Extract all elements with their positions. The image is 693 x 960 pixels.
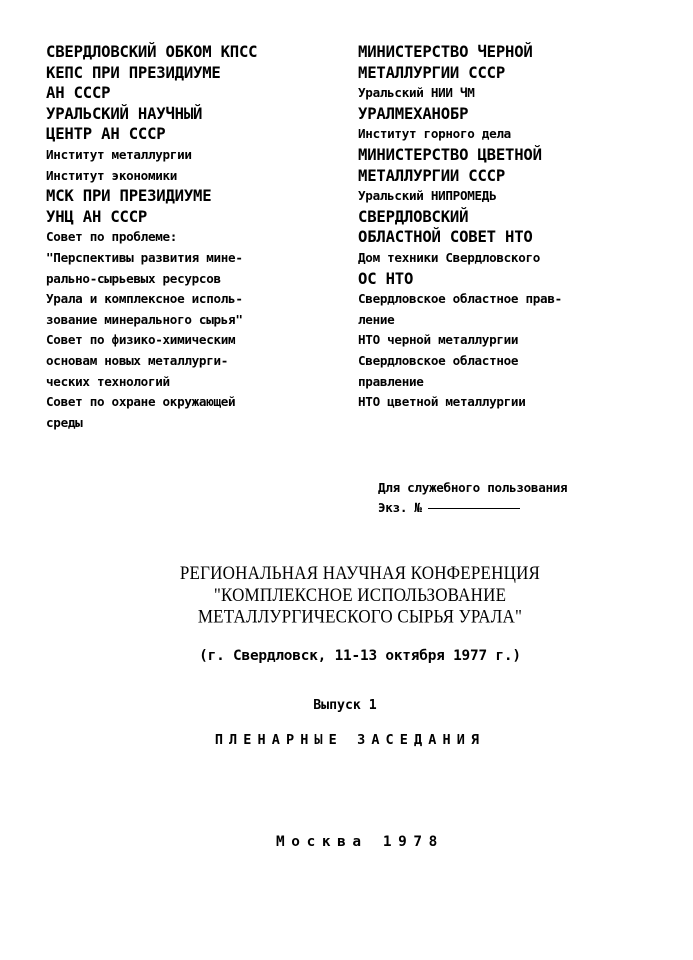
organizer-line: Институт металлургии <box>46 146 192 162</box>
copy-number-row <box>378 498 567 518</box>
organizer-line: Свердловское областное <box>358 352 519 368</box>
organizer-line: среды <box>46 414 83 430</box>
organizer-line: МЕТАЛЛУРГИИ СССР <box>358 166 506 185</box>
organizer-line: "Перспективы развития мине- <box>46 249 243 265</box>
conference-title <box>100 562 620 628</box>
organizer-line: Совет по проблеме: <box>46 229 178 245</box>
organizer-line: Совет по охране окружающей <box>46 394 236 410</box>
conference-title-line: МЕТАЛЛУРГИЧЕСКОГО СЫРЬЯ УРАЛА" <box>197 605 523 627</box>
organizer-line: Дом техники Свердловского <box>358 249 541 265</box>
issue-number: Выпуск 1 <box>313 698 377 713</box>
imprint-place-year: Москва 1978 <box>276 834 444 850</box>
organizer-line: НТО черной металлургии <box>358 332 519 348</box>
conference-place-date: (г. Свердловск, 11-13 октября 1977 г.) <box>199 648 521 664</box>
organizer-line: Урала и комплексное исполь- <box>46 291 243 307</box>
organizer-line: МЕТАЛЛУРГИИ СССР <box>358 63 506 82</box>
organizer-line: рально-сырьевых ресурсов <box>46 270 221 286</box>
organizers-right-column <box>358 42 668 413</box>
organizer-line: МСК ПРИ ПРЕЗИДИУМЕ <box>46 187 212 206</box>
organizer-line: ческих технологий <box>46 373 170 389</box>
restriction-label: Для служебного пользования <box>378 480 568 495</box>
organizer-line: Уральский НИИ ЧМ <box>358 85 475 101</box>
organizer-line: МИНИСТЕРСТВО ЧЕРНОЙ <box>358 43 533 61</box>
restriction-stamp <box>378 478 567 518</box>
organizer-line: СВЕРДЛОВСКИЙ ОБКОМ КПСС <box>46 43 258 61</box>
copy-number-label: Экз. № <box>378 500 422 515</box>
organizer-line: ление <box>358 311 395 327</box>
organizer-line: УНЦ АН СССР <box>46 207 148 226</box>
organizer-line: правление <box>358 373 424 389</box>
organizer-line: ЦЕНТР АН СССР <box>46 125 166 144</box>
organizer-line: Уральский НИПРОМЕДЬ <box>358 188 497 204</box>
organizer-line: Институт горного дела <box>358 126 511 142</box>
conference-title-line: РЕГИОНАЛЬНАЯ НАУЧНАЯ КОНФЕРЕНЦИЯ <box>179 562 541 584</box>
organizers-left-column <box>46 42 346 433</box>
organizer-line: Свердловское областное прав- <box>358 291 562 307</box>
organizer-line: Совет по физико-химическим <box>46 332 236 348</box>
section-title: ПЛЕНАРНЫЕ ЗАСЕДАНИЯ <box>214 732 486 748</box>
organizer-line: КЕПС ПРИ ПРЕЗИДИУМЕ <box>46 63 221 82</box>
organizer-line: НТО цветной металлургии <box>358 394 526 410</box>
copy-number-blank <box>428 508 520 509</box>
organizer-line: зование минерального сырья" <box>46 311 243 327</box>
organizer-line: ОС НТО <box>358 269 414 288</box>
organizer-line: СВЕРДЛОВСКИЙ <box>358 207 469 226</box>
organizer-line: УРАЛМЕХАНОБР <box>358 104 469 123</box>
organizer-line: МИНИСТЕРСТВО ЦВЕТНОЙ <box>358 145 542 164</box>
organizer-line: АН СССР <box>46 84 111 103</box>
organizer-line: УРАЛЬСКИЙ НАУЧНЫЙ <box>46 104 203 123</box>
conference-title-line: "КОМПЛЕКСНОЕ ИСПОЛЬЗОВАНИЕ <box>213 583 507 606</box>
organizer-line: ОБЛАСТНОЙ СОВЕТ НТО <box>358 228 533 247</box>
organizer-line: основам новых металлурги- <box>46 352 229 368</box>
organizer-line: Институт экономики <box>46 167 178 183</box>
